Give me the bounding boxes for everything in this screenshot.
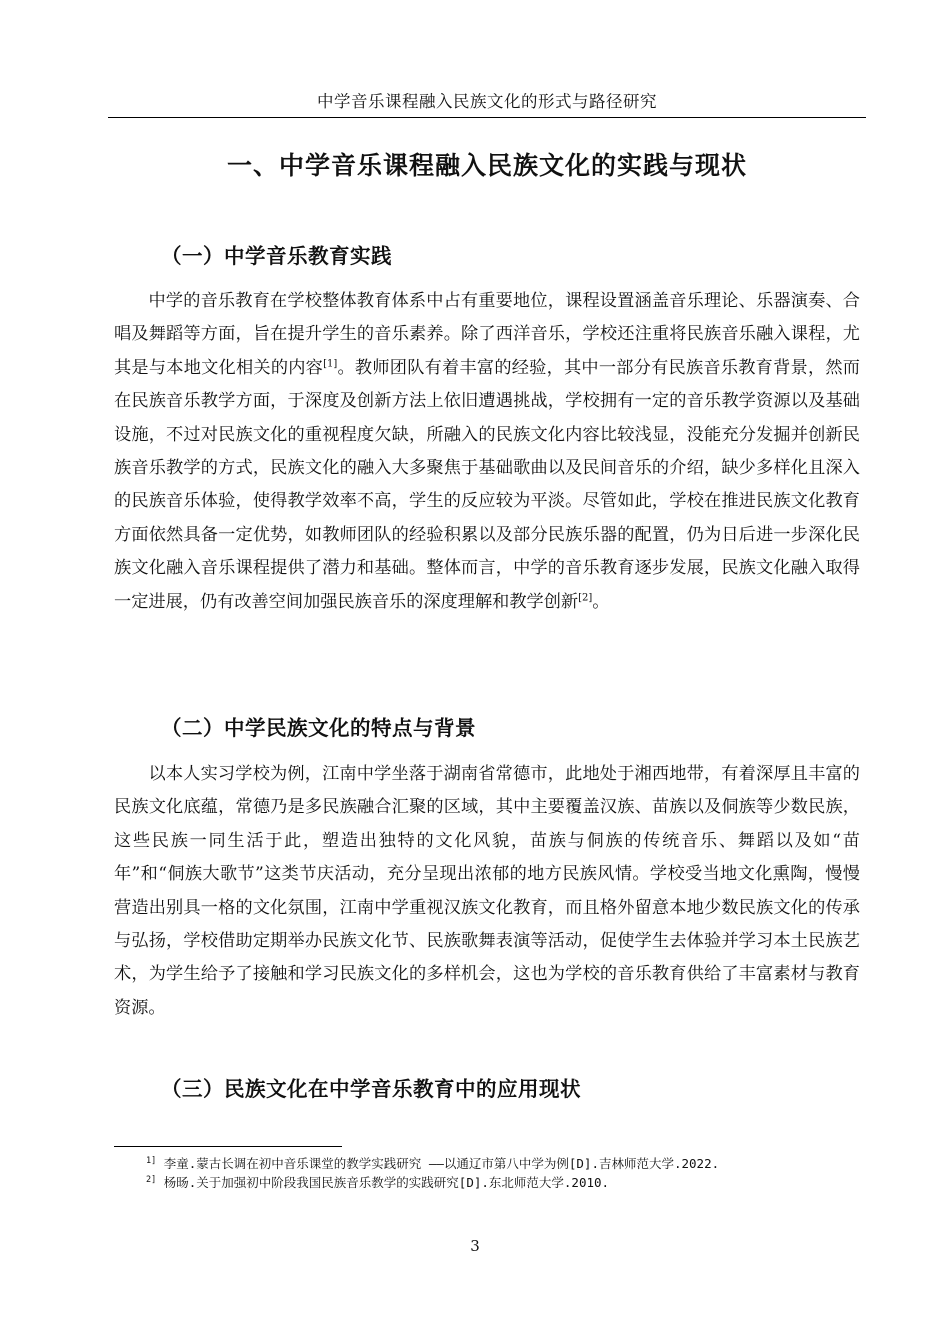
footnote-text: 李童.蒙古长调在初中音乐课堂的教学实践研究 ——以通辽市第八中学为例[D].吉林师范大学.2022. [156, 1156, 720, 1171]
footnote-2 [146, 1174, 609, 1192]
paragraph-text: 中学的音乐教育在学校整体教育体系中占有重要地位，课程设置涵盖音乐理论、乐器演奏、合唱及舞蹈等方面，旨在提升学生的音乐素养。除了西洋音乐，学校还注重将民族音乐融入课程，尤其是与本地文化相关的内容 [114, 291, 860, 378]
section-heading-1: （一）中学音乐教育实践 [161, 244, 392, 268]
section-1-paragraph [114, 285, 860, 619]
footnote-marker: 2] [146, 1174, 157, 1185]
footnote-text: 杨旸.关于加强初中阶段我国民族音乐教学的实践研究[D].东北师范大学.2010. [156, 1175, 610, 1190]
citation-ref-2[interactable]: [2] [578, 591, 593, 603]
section-heading-2: （二）中学民族文化的特点与背景 [161, 716, 476, 740]
running-header: 中学音乐课程融入民族文化的形式与路径研究 [108, 88, 866, 118]
section-heading-3: （三）民族文化在中学音乐教育中的应用现状 [161, 1077, 581, 1101]
paragraph-end: 。 [592, 591, 610, 612]
section-2-paragraph: 以本人实习学校为例，江南中学坐落于湖南省常德市，此地处于湘西地带，有着深厚且丰富的民族文化底蕴，常德乃是多民族融合汇聚的区域，其中主要覆盖汉族、苗族以及侗族等少数民族，这些民族一同生活于此，塑造出独特的文化风貌，苗族与侗族的传统音乐、舞蹈以及如“苗年”和“侗族大歌节”这类节庆活动，充分呈现出浓郁的地方民族风情。学校受当地文化熏陶，慢慢营造出别具一格的文化氛围，江南中学重视汉族文化教育，而且格外留意本地少数民族文化的传承与弘扬，学校借助定期举办民族文化节、民族歌舞表演等活动，促使学生去体验并学习本土民族艺术，为学生给予了接触和学习民族文化的多样机会，这也为学校的音乐教育供给了丰富素材与教育资源。 [114, 764, 860, 1018]
footnote-1 [146, 1155, 719, 1173]
footnote-divider [114, 1146, 342, 1147]
paragraph-text: 。教师团队有着丰富的经验，其中一部分有民族音乐教育背景，然而在民族音乐教学方面，于深度及创新方法上依旧遭遇挑战，学校拥有一定的音乐教学资源以及基础设施，不过对民族文化的重视程度欠缺，所融入的民族文化内容比较浅显，没能充分发掘并创新民族音乐教学的方式，民族文化的融入大多聚焦于基础歌曲以及民间音乐的介绍，缺少多样化且深入的民族音乐体验，使得教学效率不高，学生的反应较为平淡。尽管如此，学校在推进民族文化教育方面依然具备一定优势，如教师团队的经验积累以及部分民族乐器的配置，仍为日后进一步深化民族文化融入音乐课程提供了潜力和基础。整体而言，中学的音乐教育逐步发展，民族文化融入取得一定进展，仍有改善空间加强民族音乐的深度理解和教学创新 [114, 357, 860, 612]
footnote-marker: 1] [146, 1155, 157, 1166]
chapter-title: 一、中学音乐课程融入民族文化的实践与现状 [226, 151, 747, 180]
page-number: 3 [470, 1237, 480, 1255]
citation-ref-1[interactable]: [1] [323, 358, 338, 370]
